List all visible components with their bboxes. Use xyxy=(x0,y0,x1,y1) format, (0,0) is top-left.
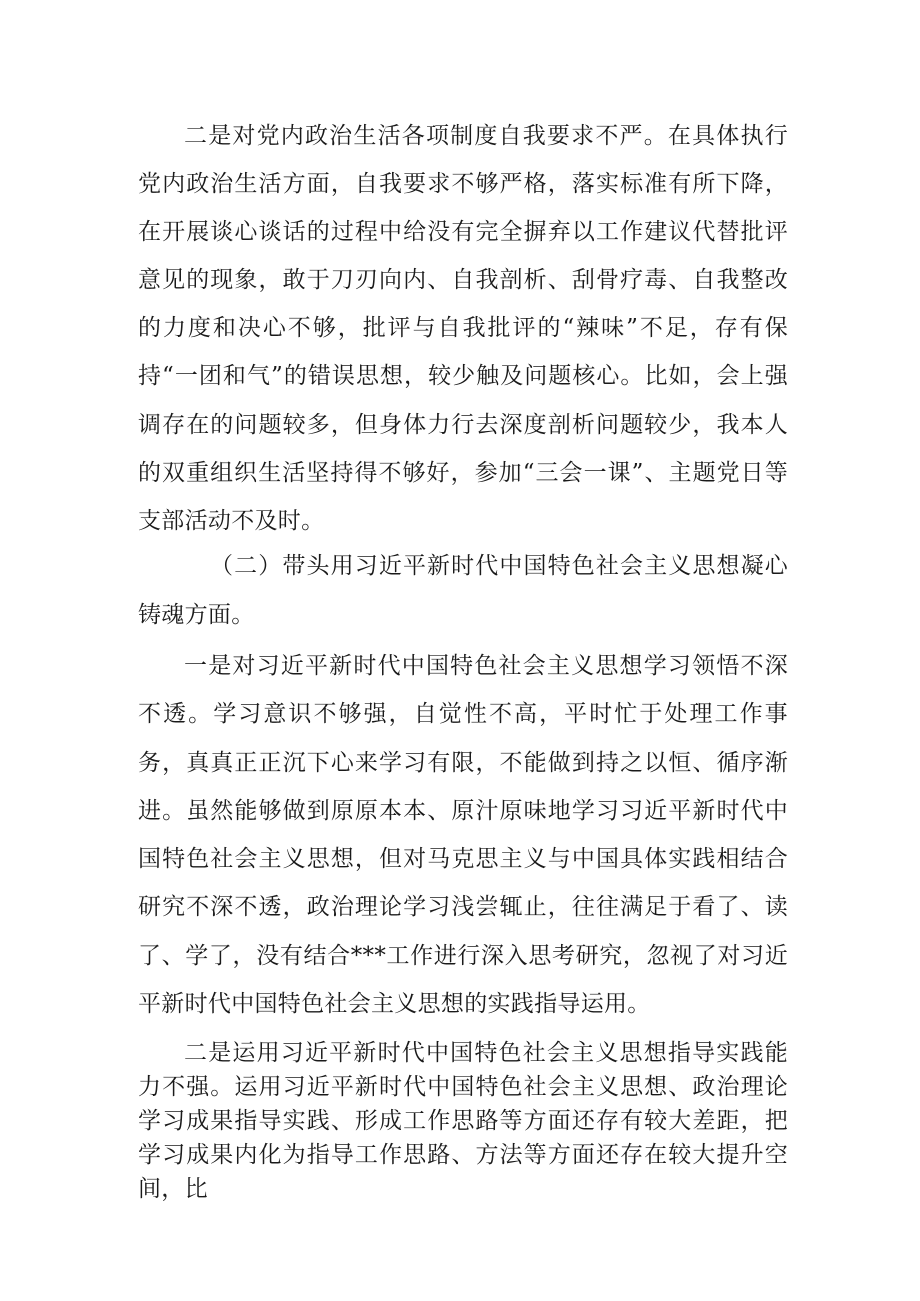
section-heading-soul-casting: （二）带头用习近平新时代中国特色社会主义思想凝心铸魂方面。 xyxy=(138,553,788,628)
paragraph-practice-application: 二是运用习近平新时代中国特色社会主义思想指导实践能力不强。运用习近平新时代中国特色社会主义思想、政治理论学习成果指导实践、形成工作思路等方面还存有较大差距，把学习成果内化为指导工作思路、方法等方面还存在较大提升空间，比 xyxy=(138,1040,788,1202)
paragraph-study-understanding: 一是对习近平新时代中国特色社会主义思想学习领悟不深不透。学习意识不够强，自觉性不高，平时忙于处理工作事务，真真正正沉下心来学习有限，不能做到持之以恒、循序渐进。虽然能够做到原原本本、原汁原味地学习习近平新时代中国特色社会主义思想，但对马克思主义与中国具体实践相结合研究不深不透，政治理论学习浅尝辄止，往往满足于看了、读了、学了，没有结合***工作进行深入思考研究，忽视了对习近平新时代中国特色社会主义思想的实践指导运用。 xyxy=(138,653,788,1018)
paragraph-party-life-discipline: 二是对党内政治生活各项制度自我要求不严。在具体执行党内政治生活方面，自我要求不够严格，落实标准有所下降，在开展谈心谈话的过程中给没有完全摒弃以工作建议代替批评意见的现象，敢于刀刃向内、自我剖析、刮骨疗毒、自我整改的力度和决心不够，批评与自我批评的“辣味”不足，存有保持“一团和气”的错误思想，较少触及问题核心。比如，会上强调存在的问题较多，但身体力行去深度剖析问题较少，我本人的双重组织生活坚持得不够好，参加“三会一课”、主题党日等支部活动不及时。 xyxy=(138,123,788,534)
